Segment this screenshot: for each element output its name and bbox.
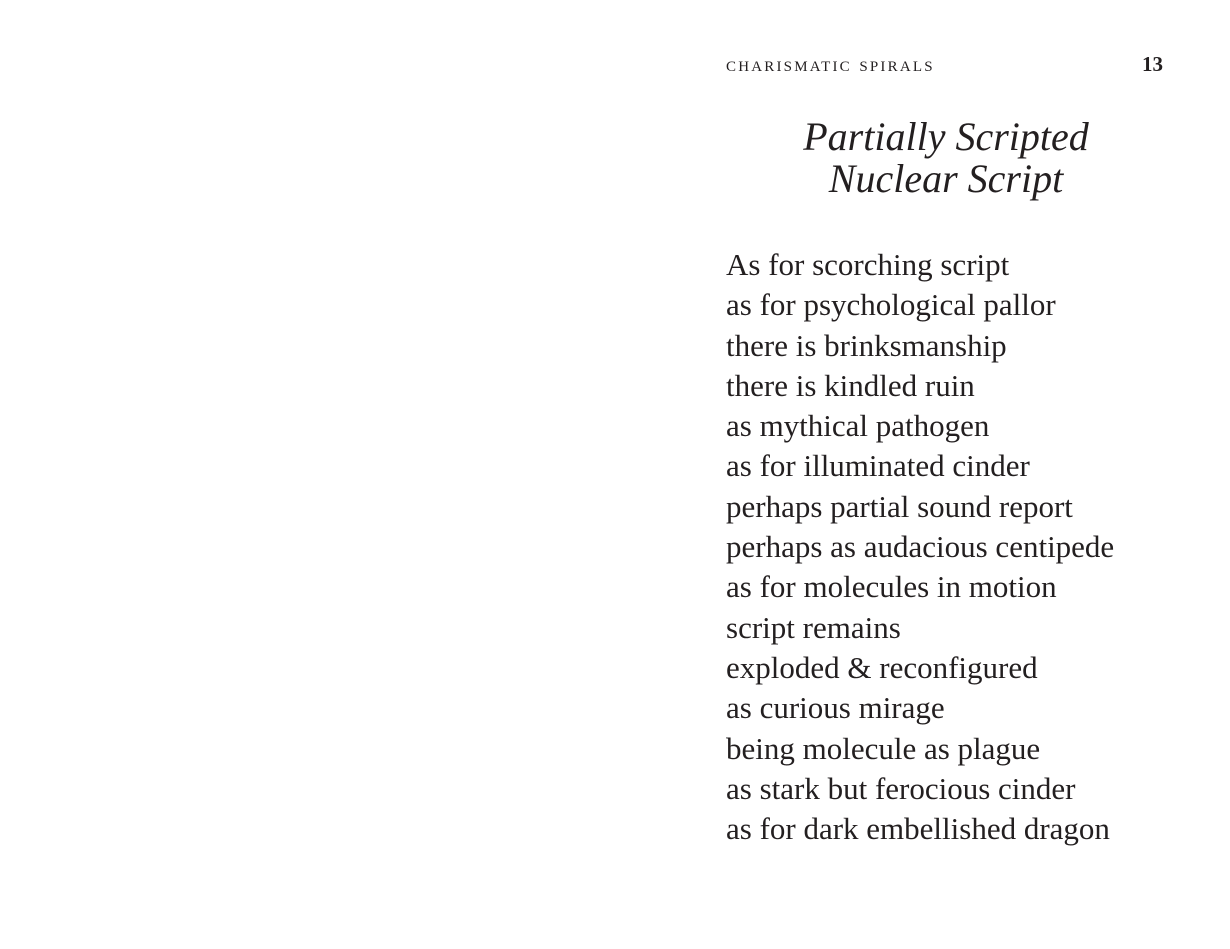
poem-line: as for illuminated cinder xyxy=(726,448,1030,484)
poem-title-line: Partially Scripted xyxy=(803,114,1089,159)
poem-line: script remains xyxy=(726,609,901,645)
poem-line: As for scorching script xyxy=(726,247,1010,282)
poem-line: as curious mirage xyxy=(726,690,945,726)
poem-title-line: Nuclear Script xyxy=(828,156,1064,201)
poem-line: as for molecules in motion xyxy=(726,569,1057,605)
poem-line: there is brinksmanship xyxy=(726,327,1007,363)
poem-body xyxy=(726,245,1114,849)
poem-line: being molecule as plague xyxy=(726,730,1041,766)
poem-line: as for dark embellished dragon xyxy=(726,811,1110,847)
running-head: charismatic spirals xyxy=(726,52,935,76)
poem-line: as mythical pathogen xyxy=(726,408,990,444)
poem-line: exploded & reconfigured xyxy=(726,649,1038,685)
poem-title xyxy=(726,116,1166,200)
poem-line: perhaps partial sound report xyxy=(726,488,1073,524)
poem-line: there is kindled ruin xyxy=(726,367,975,403)
page-number: 13 xyxy=(1142,52,1163,76)
poem-line: as for psychological pallor xyxy=(726,287,1056,323)
poem-line: perhaps as audacious centipede xyxy=(726,529,1115,565)
poem-line: as stark but ferocious cinder xyxy=(726,770,1076,806)
